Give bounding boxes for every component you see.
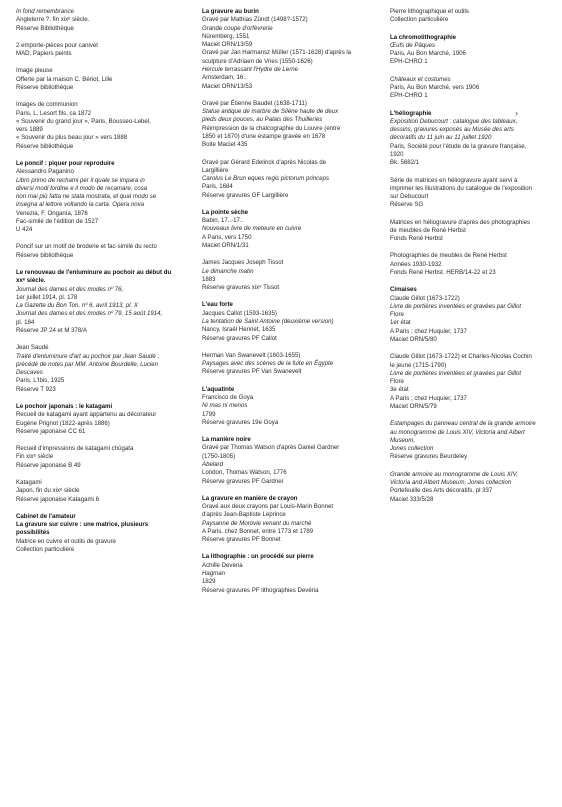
catalog-entry [390, 420, 556, 461]
entry-line: Réserve gravures GF Largillière [202, 191, 289, 199]
work-title: Libro primo de rechami per il quale se impara in [16, 176, 145, 184]
work-title: insegna al lettore voltando la carta. Opera nova [16, 201, 145, 209]
work-title: Museum, [390, 436, 416, 444]
entry-line: Fonds René Herbst [390, 235, 443, 243]
margin-arrow-mark: › [515, 108, 518, 118]
entry-line: 1er juillet 1914, pl. 178 [16, 293, 78, 301]
entry-line: Flore [390, 378, 404, 386]
work-title: Carolus Le Brun eques regis pictorum princeps [202, 175, 330, 183]
entry-line: 1850 et 1870) d'une estampe gravée en 1678 [202, 132, 326, 140]
section-heading: L'aquatinte [202, 385, 235, 393]
catalog-entry [390, 34, 556, 67]
entry-line: sculpture d'Adriaen de Vries (1550-1626) [202, 57, 313, 65]
work-title: Grande coupe d'orfèvrerie [202, 24, 273, 32]
entry-line: Herman Van Swanevelt (1603-1655) [202, 351, 301, 359]
work-title: Livre de portières inventées et gravées par Gillot [390, 302, 522, 310]
entry-line: Offerte par la maison C. Bériot, Lille [16, 75, 113, 83]
entry-line: Boite Maciet 435 [202, 141, 248, 149]
entry-line: 3e état [390, 386, 409, 394]
entry-line: Réserve bibliothèque [16, 83, 74, 91]
catalog-entry [16, 445, 188, 470]
entry-line: Angleterre ?, fin xixᵉ siècle. [16, 16, 90, 24]
work-title: précédé de notes par MM. Antoine Bourdelle, Lucien [16, 360, 159, 368]
catalog-entry [390, 8, 556, 25]
entry-line: Pierre lithographique et outils [390, 8, 469, 15]
entry-line: 1er état [390, 319, 411, 327]
entry-line: « Souvenir du plus beau jour » vers 1888 [16, 134, 128, 142]
entry-line: A Paris, vers 1750 [202, 233, 252, 241]
entry-line: Jacques Callot (1593-1635) [202, 309, 277, 317]
work-title: dessins, gravures exposés au Musée des arts [390, 126, 514, 134]
entry-line: Gravé par Étienne Baudet (1638-1711) [202, 99, 307, 107]
entry-line: Paris, Société pour l'étude de la gravure française, [390, 142, 527, 150]
entry-line: Fonds René Herbst. HERB/14-22 et 23 [390, 269, 496, 277]
entry-line: Babin, 17..-17.. [202, 217, 244, 225]
entry-line: James Jacques Joseph Tissot [202, 259, 284, 267]
section-heading: Le pochoir japonais : le katagami [16, 402, 113, 410]
entry-line: Bk. 5682/1 [390, 159, 420, 167]
entry-line: Achille Devéria [202, 561, 243, 569]
entry-line: Réserve gravures PF Callot [202, 334, 277, 342]
column-right [390, 8, 556, 513]
catalog-entry [16, 160, 188, 235]
entry-line: A Paris ; chez Huquier, 1737 [390, 394, 467, 402]
work-title: Livre de portières inventées et gravées par Gillot [390, 369, 522, 377]
entry-line: Réserve gravures xixᵉ Tissot [202, 284, 280, 292]
catalog-entry [16, 67, 188, 92]
catalog-entry [390, 219, 556, 244]
entry-line: Eugène Prignot (1822-après 1886) [16, 419, 110, 427]
entry-line: Réserve T 923 [16, 385, 56, 393]
entry-line: A Paris, chez Bonnet, entre 1773 et 1789 [202, 527, 314, 535]
entry-line: Gravé par Thomas Watson d'après Daniel Gardner [202, 444, 340, 452]
entry-line: Maciet ORN/5/79 [390, 402, 437, 410]
entry-line: 2 emporte-pièces pour canivet [16, 41, 98, 49]
work-title: Victoria and Albert Museum, Jones collection [390, 478, 512, 486]
entry-line: Claude Gillot (1673-1722) [390, 294, 460, 302]
entry-line: Poncif sur un motif de broderie et fac-similé du recto [16, 243, 157, 251]
catalog-entry [16, 8, 188, 33]
entry-line: Paris, Au Bon Marché, 1906 [390, 50, 466, 58]
catalog-entry [390, 76, 556, 101]
entry-line: Réserve gravures 19e Goya [202, 418, 279, 426]
entry-line: Réserve gravures PF Bonnet [202, 536, 281, 544]
entry-line: 1883 [202, 275, 216, 283]
section-heading: La manière noire [202, 436, 251, 444]
catalog-entry [202, 259, 374, 292]
entry-line: Collection particulière [390, 16, 449, 24]
catalog-entry [202, 436, 374, 486]
entry-line: Recueil d'impressions de katagami chūgata [16, 445, 134, 453]
entry-line: Photographies de meubles de René Herbst [390, 252, 507, 260]
catalog-entry [202, 386, 374, 427]
section-heading: La chromolithographie [390, 33, 457, 41]
entry-line: A Paris ; chez Huquier, 1737 [390, 327, 467, 335]
catalog-entry [202, 8, 374, 91]
entry-line: Réimpression de la chalcographie du Louvre (entre [202, 124, 341, 132]
section-heading: Le renouveau de l'enluminure au pochoir au début du [16, 269, 172, 277]
catalog-entry [390, 177, 556, 210]
catalog-entry [16, 403, 188, 436]
section-heading: La gravure au burin [202, 8, 259, 15]
entry-line: de meubles de René Herbst [390, 226, 466, 234]
catalog-entry [16, 269, 188, 335]
catalog-entry [16, 513, 188, 554]
entry-line: Images de communion [16, 101, 78, 109]
section-heading: xxᵉ siècle. [16, 277, 46, 285]
work-title: non mai più fatta ne stata mostrata, el qual modo se [16, 193, 157, 201]
entry-line: Maciet ORN/13/53 [202, 82, 253, 90]
work-title: La tentation de Saint Antoine (deuxième version) [202, 318, 334, 325]
entry-line: Paris, L. Lesort fils, ca 1872 [16, 109, 92, 117]
work-title: In fond remembrance [16, 8, 74, 15]
catalog-entry [16, 243, 188, 260]
entry-line: 1799 [202, 410, 216, 418]
entry-line: Réserve gravures PF Gardner [202, 477, 284, 485]
section-heading: Cimaises [390, 286, 417, 294]
entry-line: 1829 [202, 578, 216, 586]
entry-line: Portefeuille des Arts décoratifs, pl 337 [390, 487, 493, 495]
entry-line: Réserve japonaise B 49 [16, 461, 81, 469]
entry-line: Fac-similé de l'édition de 1527 [16, 217, 99, 225]
catalog-entry [202, 209, 374, 250]
entry-line: sur Debucourt [390, 193, 429, 201]
section-heading: L'héliographie [390, 109, 432, 117]
work-title: Abelard [202, 460, 224, 468]
entry-line: Réserve bibliothèque [16, 142, 74, 150]
entry-line: Flore [390, 311, 404, 319]
work-title: Paysages avec des scènes de la fuite en Égypte [202, 360, 334, 368]
column-left [16, 8, 188, 563]
entry-line: (1750-1805) [202, 452, 236, 460]
catalog-entry [390, 353, 556, 411]
work-title: Hagman [202, 570, 226, 578]
entry-line: Série de matrices en héliogravure ayant servi à [390, 176, 518, 184]
work-title: Ni mas ni menos [202, 402, 248, 410]
catalog-entry [16, 42, 188, 59]
work-title: Paysanne de Morovie venant du marché [202, 519, 312, 527]
entry-line: Maciet ORN/1/31 [202, 242, 249, 250]
work-title: Châteaux et costumes [390, 75, 451, 83]
work-title: Exposition Debucourt : catalogue des tableaux, [390, 117, 518, 125]
catalog-entry [202, 495, 374, 545]
work-title: Grande armoire au monogramme de Louis XIV, [390, 470, 518, 478]
work-title: au monogramme de Louis XIV, Victoria and Albert [390, 428, 525, 436]
entry-line: Réserve JP 24 et M 378/A [16, 327, 88, 334]
work-title: décoratifs du 11 juin au 11 juillet 1920 [390, 134, 492, 142]
entry-line: Gravé aux deux crayons par Louis-Marin Bonnet [202, 503, 334, 511]
entry-line: EPH-CHRO 1 [390, 58, 428, 66]
section-heading: La gravure sur cuivre : une matrice, plusieurs [16, 521, 149, 529]
entry-line: Maciet 333/5/28 [390, 495, 434, 503]
catalog-entry [390, 110, 556, 168]
entry-line: MAD, Papiers peints [16, 50, 72, 58]
entry-line: Réserve Bibliothèque [16, 24, 74, 32]
entry-line: Réserve gravures PF lithographies Devéria [202, 586, 319, 594]
catalog-entry [202, 301, 374, 342]
catalog-entry [202, 100, 374, 150]
entry-line: 1920 [390, 150, 404, 158]
entry-line: Gravé par Mathias Zündt (1498?-1572) [202, 16, 308, 24]
work-title: Journal des dames et des modes nº 76, [16, 285, 124, 293]
section-heading: La lithographie : un procédé sur pierre [202, 553, 314, 561]
section-heading: L'eau forte [202, 301, 233, 309]
entry-line: le jeune (1715-1790) [390, 361, 447, 369]
entry-line: « Souvenir du grand jour », Paris, Bousseo-Lebel, [16, 117, 151, 125]
work-title: Le dimanche matin [202, 267, 254, 275]
section-heading: possibilités [16, 529, 50, 537]
entry-line: Réserve gravures PF Van Swanevelt [202, 368, 302, 376]
catalog-entry [390, 286, 556, 344]
work-title: Journal des dames et des modes nº 79, 15 août 1914, [16, 310, 163, 318]
entry-line: Réserve SG [390, 201, 424, 209]
entry-line: Largillière [202, 166, 229, 174]
entry-line: Gravé par Jan Harmansz Müller (1571-1628) d'après la [202, 49, 352, 57]
work-title: Hercule terrassant l'Hydre de Lerne [202, 65, 299, 73]
work-title: Traité d'enluminure d'art au pochoir par Jean Saudé ; [16, 352, 160, 360]
catalog-entry [202, 159, 374, 200]
catalog-entry [16, 344, 188, 394]
catalog-entry [16, 479, 188, 504]
entry-line: pl. 184 [16, 318, 35, 326]
entry-line: Alessandro Paganino [16, 168, 74, 176]
entry-line: Réserve gravures Beurdeley [390, 453, 468, 461]
entry-line: Amsterdam, 16.. [202, 74, 247, 82]
work-title: Descaves [16, 369, 43, 377]
entry-line: Francisco de Goya [202, 393, 254, 401]
entry-line: Fin xixᵉ siècle [16, 453, 54, 461]
work-title: Jones collection [390, 445, 434, 453]
catalog-entry [390, 252, 556, 277]
catalog-entry [202, 352, 374, 377]
entry-line: Claude Gillot (1673-1722) et Charles-Nicolas Cochin [390, 353, 532, 361]
entry-line: London, Thomas Watson, 1776 [202, 469, 287, 477]
entry-line: Jean Saudé [16, 344, 49, 352]
entry-line: Réserve japonaise CC 61 [16, 427, 86, 435]
section-heading: Le poncif : piquer pour reproduire [16, 159, 115, 167]
work-title: Statue antique de marbre de Silène haute de deux [202, 108, 339, 116]
entry-line: U 424 [16, 226, 33, 234]
entry-line: Nüremberg, 1551 [202, 32, 250, 40]
column-middle [202, 8, 374, 604]
catalog-entry [16, 101, 188, 151]
entry-line: d'après Jean-Baptiste Leprince [202, 511, 286, 519]
entry-line: Katagami [16, 478, 42, 486]
catalog-entry [390, 471, 556, 504]
entry-line: Matrices en héliogravure d'après des photographies [390, 218, 531, 226]
section-heading: La pointe sèche [202, 208, 249, 216]
entry-line: Matrice en cuivre et outils de gravure [16, 537, 116, 545]
entry-line: Paris, L'Ibis, 1925 [16, 377, 65, 385]
entry-line: Réserve japonaise Katagami 6 [16, 495, 99, 503]
entry-line: Maciet ORN/13/59 [202, 41, 253, 49]
entry-line: Collection particulière [16, 545, 75, 553]
entry-line: EPH-CHRO 1 [390, 92, 428, 100]
entry-line: Nancy, Israël Henriet, 1635 [202, 326, 276, 334]
work-title: Nouveaux livre de meteure en cuivre [202, 225, 302, 233]
entry-line: Image pieuse [16, 67, 53, 75]
entry-line: Paris, Au Bon Marché, vers 1906 [390, 83, 480, 91]
work-title: La Gazette du Bon Ton, nº 6, avril 1913, pl. X [16, 302, 138, 310]
work-title: pieds deux pouces, au Palais des Thuilleries [202, 116, 323, 124]
entry-line: vers 1889 [16, 126, 43, 134]
catalog-entry [202, 553, 374, 594]
entry-line: Paris, 1684 [202, 183, 233, 191]
section-heading: La gravure en manière de crayon [202, 494, 298, 502]
entry-line: Réserve bibliothèque [16, 251, 74, 259]
entry-line: Japon, fin du xixᵉ siècle [16, 487, 80, 495]
entry-line: imprimer les illustrations du catalogue de l'exposition [390, 184, 533, 192]
entry-line: Gravé par Gérard Edelinck d'après Nicolas de [202, 158, 327, 166]
work-title: diversi modi lordine e il modo de recamare, cosa [16, 184, 148, 192]
work-title: Œufs de Pâques [390, 41, 436, 49]
entry-line: Recueil de katagami ayant appartenu au décorateur [16, 411, 157, 419]
work-title: Estampages du panneau central de la grande armoire [390, 420, 536, 428]
entry-line: Venezia, F. Onganía, 1876 [16, 209, 88, 217]
entry-line: Maciet ORN/5/80 [390, 336, 437, 343]
section-heading: Cabinet de l'amateur [16, 512, 76, 520]
entry-line: Années 1930-1932 [390, 260, 442, 268]
